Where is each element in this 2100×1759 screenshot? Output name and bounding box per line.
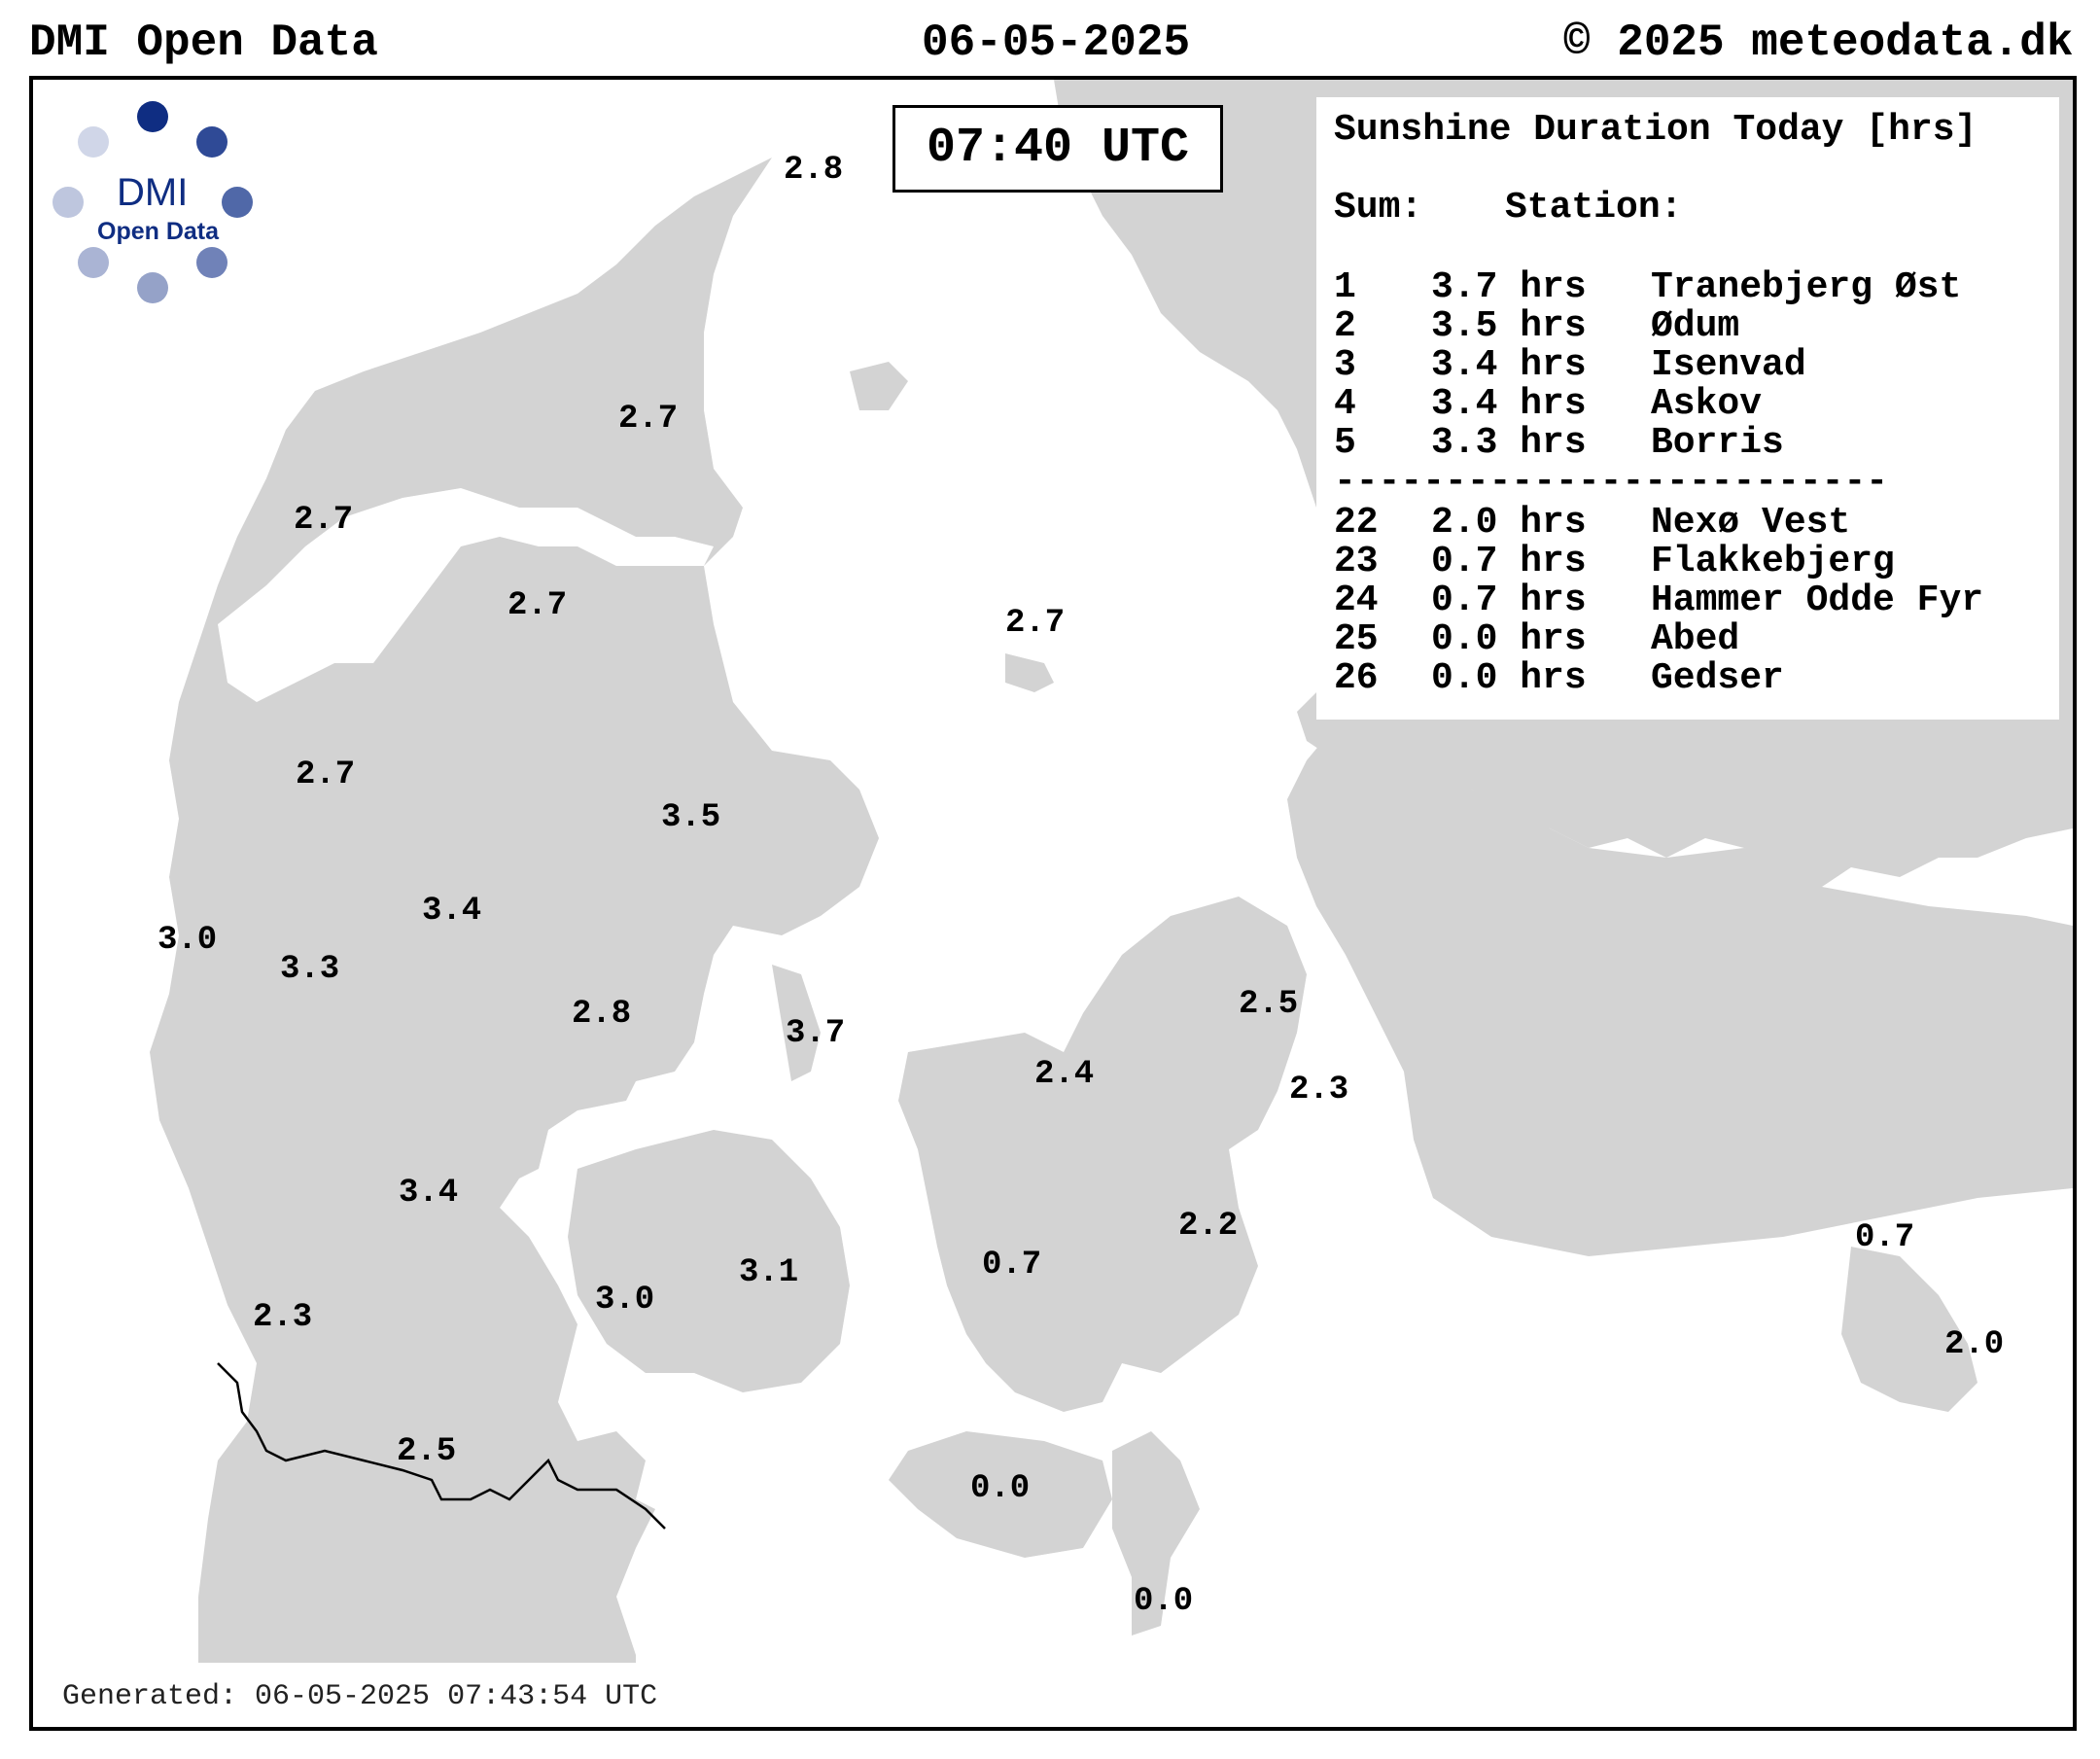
station-value: 2.8 (784, 152, 844, 189)
generated-timestamp: Generated: 06-05-2025 07:43:54 UTC (33, 1663, 743, 1731)
station-value: 3.0 (595, 1282, 655, 1319)
map-frame (29, 76, 2077, 1731)
station-value: 0.7 (982, 1247, 1042, 1284)
panel-title: Sunshine Duration Today [hrs] (1334, 109, 1978, 151)
land-jutland (150, 158, 879, 1727)
station-value: 2.3 (253, 1299, 313, 1336)
header-copyright: © 2025 meteodata.dk (1563, 18, 2074, 68)
dmi-logo (43, 89, 237, 284)
col-sum-header: Sum: (1334, 187, 1423, 229)
station-value: 2.4 (1034, 1056, 1095, 1093)
col-station-header: Station: (1505, 187, 1683, 229)
station-value: 3.4 (422, 893, 482, 930)
header-title: DMI Open Data (29, 18, 378, 68)
station-value: 2.7 (618, 401, 679, 438)
station-value: 2.7 (508, 587, 568, 624)
land-zealand (898, 897, 1307, 1412)
land-laeso (850, 362, 908, 410)
station-value: 3.4 (399, 1175, 459, 1212)
station-value: 2.0 (1944, 1326, 2005, 1363)
panel-separator: ------------------------- (1334, 461, 1889, 503)
station-value: 2.5 (397, 1433, 457, 1470)
land-funen (568, 1130, 850, 1392)
station-value: 2.2 (1178, 1208, 1239, 1245)
station-value: 3.7 (786, 1015, 846, 1052)
logo-text-dmi: DMI (117, 171, 189, 214)
station-value: 0.0 (1134, 1583, 1194, 1620)
station-value: 2.8 (572, 996, 632, 1033)
station-value: 3.0 (158, 922, 218, 959)
station-value: 3.1 (739, 1254, 799, 1291)
logo-text-open-data: Open Data (97, 218, 220, 245)
header-date: 06-05-2025 (922, 18, 1191, 68)
station-value: 2.5 (1239, 986, 1299, 1023)
station-value: 2.7 (294, 502, 354, 539)
station-value: 2.7 (296, 756, 356, 793)
station-value: 2.3 (1289, 1072, 1349, 1108)
station-value: 3.3 (280, 951, 340, 988)
station-value: 3.5 (661, 799, 721, 836)
ranking-panel: Sunshine Duration Today [hrs] Sum: Station: 1 3.7 hrs Tranebjerg Øst 2 3.5 hrs Ødum 3 3.4 hrs Isenvad 4 3.4 hrs Askov 5 3.3 hrs Borris ------------------------- 22 2.0 hrs Nexø Vest 23 0.7 hrs Flakkebjerg 24 0.7 hrs Hammer Odde Fyr 25 0.0 hrs Abed 26 0.0 hrs Gedser (1316, 97, 2059, 720)
land-anholt (1005, 653, 1054, 692)
station-value: 2.7 (1005, 605, 1066, 642)
station-value: 0.0 (970, 1470, 1031, 1507)
station-value: 0.7 (1855, 1219, 1915, 1256)
time-box: 07:40 UTC (892, 105, 1223, 193)
